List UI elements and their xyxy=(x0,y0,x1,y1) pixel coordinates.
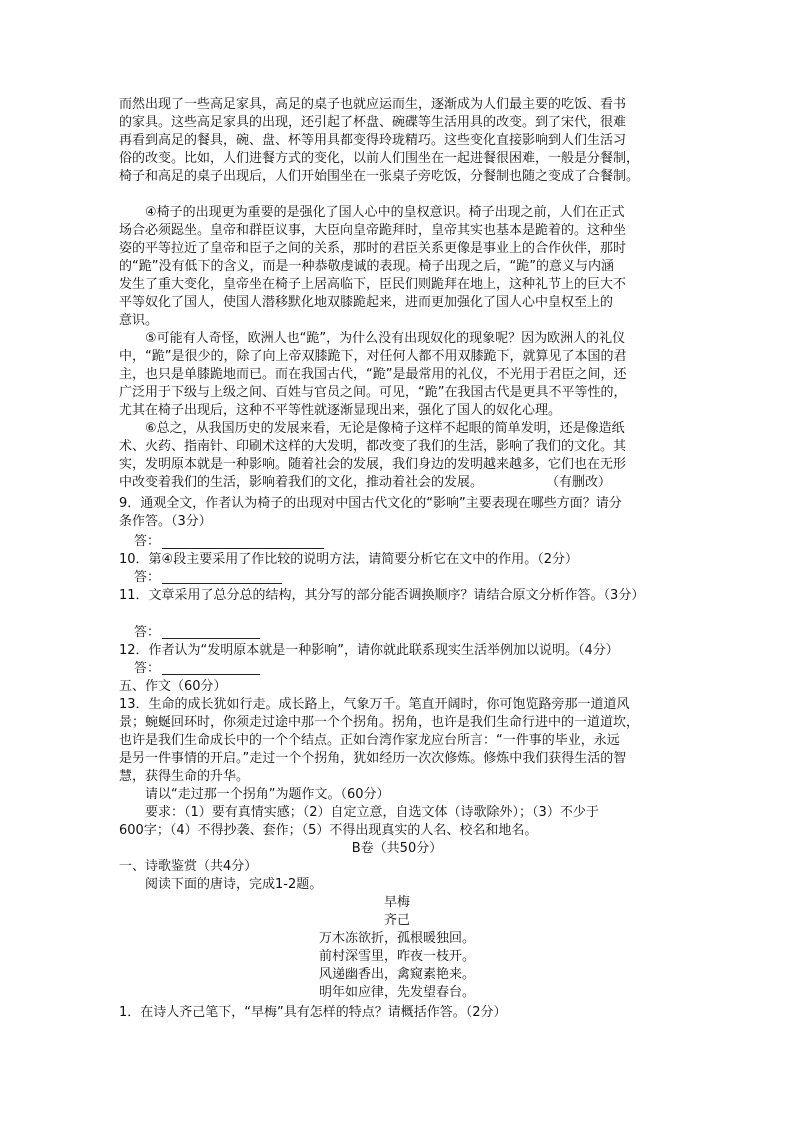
answer-blank-10[interactable] xyxy=(162,583,282,584)
text-line: 中改变着我们的生活，影响着我们的文化，推动着社会的发展。 xyxy=(119,475,484,490)
answer-blank-11[interactable] xyxy=(162,638,260,639)
answer-blank-12[interactable] xyxy=(162,674,260,675)
question-12: 12．作者认为“发明原本就是一种影响”，请你就此联系现实生活举例加以说明。（4分） xyxy=(119,643,619,658)
paragraph-5 xyxy=(119,330,626,420)
poem-line: 万木冻欲折，孤根暖独回。 xyxy=(318,931,475,946)
answer-label: 答： xyxy=(134,570,161,585)
text-line: 主，也只是单膝跪地而已。而在我国古代，“跪”是最常用的礼仪，不光用于君臣之间，还 xyxy=(119,367,627,382)
paragraph-3-continued xyxy=(119,96,639,186)
section-heading-poetry: 一、诗歌鉴赏（共4分） xyxy=(119,859,258,874)
text-line: 发生了重大变化，皇帝坐在椅子上居高临下，臣民们则跪拜在地上，这种礼节上的巨大不 xyxy=(119,277,627,292)
text-line: ⑤可能有人奇怪，欧洲人也“跪”，为什么没有出现奴化的现象呢？因为欧洲人的礼仪 xyxy=(145,331,626,346)
text-line: 俗的改变。比如，人们进餐方式的变化，以前人们围坐在一起进餐很困难，一般是分餐制， xyxy=(119,151,640,166)
poem-line: 风递幽香出，禽窥素艳来。 xyxy=(318,967,475,982)
composition-requirements xyxy=(119,804,599,840)
text-line: 9．通观全文，作者认为椅子的出现对中国古代文化的“影响”主要表现在哪些方面？请分 xyxy=(119,496,622,511)
volume-b-heading: B卷（共50分） xyxy=(351,841,443,856)
text-line: 慧，获得生命的升华。 xyxy=(119,769,250,784)
poem xyxy=(0,894,794,1002)
text-line: 13．生命的成长犹如行走。成长路上，气象万千。笔直开阔时，你可饱览路旁那一道道风 xyxy=(119,697,630,712)
answer-label: 答： xyxy=(134,534,161,549)
text-line: 术、火药、指南针、印刷术这样的大发明，都改变了我们的生活，影响了我们的文化。其 xyxy=(119,439,627,454)
question-1: 1．在诗人齐己笔下，“早梅”具有怎样的特点？请概括作答。（2分） xyxy=(119,1005,507,1020)
poem-line: 明年如应律，先发望春台。 xyxy=(318,985,475,1000)
text-line: 的家具。这些高足家具的出现，还引起了杯盘、碗碟等生活用具的改变。到了宋代，很难 xyxy=(119,115,627,130)
section-heading-composition: 五、作文（60分） xyxy=(119,679,227,694)
text-line: 实，发明原本就是一种影响。随着社会的发展，我们身边的发明越来越多，它们也在无形 xyxy=(119,457,627,472)
text-line: 600字；（4）不得抄袭、套作；（5）不得出现真实的人名、校名和地名。 xyxy=(119,823,538,838)
source-note: （有删改） xyxy=(546,475,612,490)
text-line: 广泛用于下级与上级之间、百姓与官员之间。可见，“跪”在我国古代是更具不平等性的， xyxy=(119,385,627,400)
poem-line: 前村深雪里，昨夜一枝开。 xyxy=(318,949,475,964)
poem-title: 早梅 xyxy=(383,895,410,910)
text-line: 中，“跪”是很少的，除了向上帝双膝跪下，对任何人都不用双膝跪下，就算见了本国的君 xyxy=(119,349,627,364)
text-line: 而然出现了一些高足家具，高足的桌子也就应运而生，逐渐成为人们最主要的吃饭、看书 xyxy=(119,97,627,112)
answer-label: 答： xyxy=(134,661,161,676)
text-line: 平等奴化了国人，使国人潜移默化地双膝跪起来，进而更加强化了国人心中皇权至上的 xyxy=(119,295,614,310)
text-line: ④椅子的出现更为重要的是强化了国人心中的皇权意识。椅子出现之前，人们在正式 xyxy=(145,205,625,220)
text-line: 意识。 xyxy=(119,313,159,328)
question-13 xyxy=(119,696,639,786)
text-line: 也许是我们生命成长中的一个个结点。正如台湾作家龙应台所言：“一件事的毕业，永远 xyxy=(119,733,620,748)
composition-title-instruction: 请以“走过那一个拐角”为题作文。（60分） xyxy=(145,787,390,802)
text-line: 场合必须跽坐。皇帝和群臣议事，大臣向皇帝跪拜时，皇帝其实也基本是跪着的。这种坐 xyxy=(119,223,627,238)
text-line: 要求：（1）要有真情实感；（2）自定立意，自选文体（诗歌除外）；（3）不少于 xyxy=(145,805,599,820)
text-line: 椅子和高足的桌子出现后，人们开始围坐在一张桌子旁吃饭，分餐制也随之变成了合餐制。 xyxy=(119,169,640,184)
answer-label: 答： xyxy=(134,625,161,640)
text-line: ⑥总之，从我国历史的发展来看，无论是像椅子这样不起眼的简单发明，还是像造纸 xyxy=(145,421,625,436)
poem-author: 齐己 xyxy=(383,913,410,928)
text-line: 是另一件事情的开启。”走过一个个拐角，犹如经历一次次修炼。修炼中我们获得生活的智 xyxy=(119,751,627,766)
paragraph-4 xyxy=(119,204,626,330)
text-line: 条作答。（3分） xyxy=(119,514,212,529)
question-10: 10．第④段主要采用了作比较的说明方法，请简要分析它在文中的作用。（2分） xyxy=(119,552,578,567)
question-9 xyxy=(119,495,622,531)
poetry-instruction: 阅读下面的唐诗，完成1-2题。 xyxy=(145,877,323,892)
text-line: 的“跪”没有低下的含义，而是一种恭敬虔诚的表现。椅子出现之后，“跪”的意义与内涵 xyxy=(119,259,614,274)
answer-blank-9[interactable] xyxy=(162,548,324,549)
question-11: 11．文章采用了总分总的结构，其分写的部分能否调换顺序？请结合原文分析作答。（3分） xyxy=(119,588,645,603)
text-line: 再看到高足的餐具，碗、盘、杯等用具都变得玲珑精巧。这些变化直接影响到人们生活习 xyxy=(119,133,627,148)
text-line: 尤其在椅子出现后，这种不平等性就逐渐显现出来，强化了国人的奴化心理。 xyxy=(119,403,562,418)
text-line: 姿的平等拉近了皇帝和臣子之间的关系，那时的君臣关系更像是事业上的合作伙伴，那时 xyxy=(119,241,627,256)
text-line: 景；蜿蜒回环时，你须走过途中那一个个拐角。拐角，也许是我们生命行进中的一道道坎， xyxy=(119,715,640,730)
